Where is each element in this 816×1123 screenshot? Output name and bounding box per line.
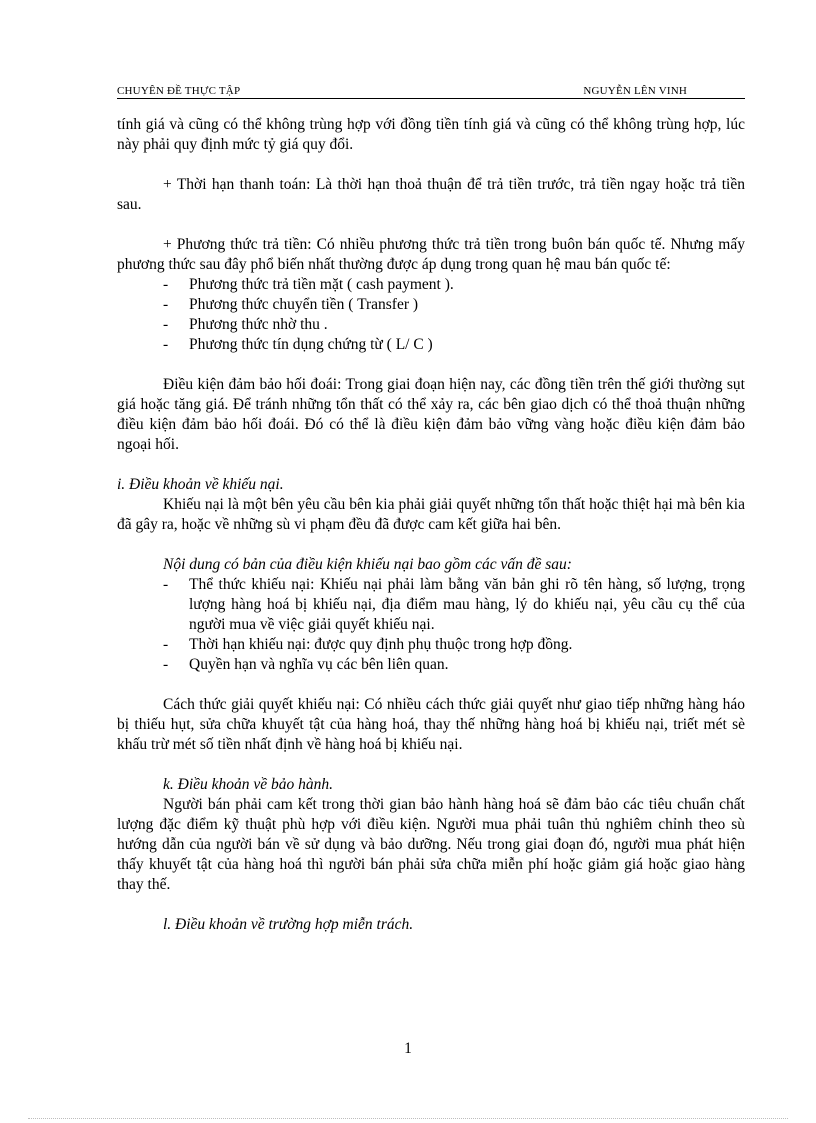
paragraph-1: tính giá và cũng có thể không trùng hợp với đồng tiền tính giá và cũng có thể không trùng hợp, lúc này phải quy định mức tỷ giá quy đổi. (117, 116, 745, 153)
list-item: - Phương thức trả tiền mặt ( cash payment ). (163, 276, 454, 293)
paragraph-payment-term: + Thời hạn thanh toán: Là thời hạn thoả thuận để trả tiền trước, trả tiền ngay hoặc trả tiền sau. (117, 176, 745, 213)
complaint-items-list (117, 575, 745, 675)
list-item: - Thời hạn khiếu nại: được quy định phụ thuộc trong hợp đồng. (163, 636, 573, 653)
paragraph-warranty: Người bán phải cam kết trong thời gian bảo hành hàng hoá sẽ đảm bảo các tiêu chuẩn chất lượng đặc điểm kỹ thuật phù hợp với điều kiện. Người mua phải tuân thủ nghiêm chỉnh theo sù hướng dẫn của người bán về sử dụng và bảo dưỡng. Nếu trong giai đoạn đó, người mua phát hiện thấy khuyết tật của hàng hoá thì người bán phải sửa chữa miễn phí hoặc giảm giá hoặc giao hàng thay thế. (117, 796, 745, 893)
header-right: NGUYỄN LÊN VINH (583, 85, 687, 97)
list-item: - Phương thức tín dụng chứng từ ( L/ C ) (163, 336, 433, 353)
list-item: - Phương thức nhờ thu . (163, 316, 328, 333)
payment-methods-list (117, 275, 745, 355)
page-number: 1 (404, 1040, 412, 1057)
header-left: CHUYÊN ĐỀ THỰC TẬP (117, 85, 241, 97)
section-heading-complaint: i. Điều khoản về khiếu nại. (117, 476, 284, 493)
subheading-complaint-content: Nội dung có bản của điều kiện khiếu nại bao gồm các vấn đề sau: (163, 556, 572, 573)
list-item: - Quyền hạn và nghĩa vụ các bên liên quan. (163, 656, 449, 673)
page-bottom-divider (28, 1118, 788, 1119)
page-header (117, 84, 745, 99)
section-heading-exemption: l. Điều khoản về trường hợp miễn trách. (163, 916, 414, 933)
paragraph-payment-method: + Phương thức trả tiền: Có nhiều phương thức trả tiền trong buôn bán quốc tế. Nhưng mấy phương thức sau đây phổ biến nhất thường được áp dụng trong quan hệ mau bán quốc tế: (117, 236, 745, 273)
document-page (117, 84, 745, 935)
paragraph-complaint: Khiếu nại là một bên yêu cầu bên kia phải giải quyết những tổn thất hoặc thiệt hại mà bên kia đã gây ra, hoặc về những sù vi phạm đều đã được cam kết giữa hai bên. (117, 496, 745, 533)
paragraph-complaint-resolution: Cách thức giải quyết khiếu nại: Có nhiều cách thức giải quyết như giao tiếp những hàng háo bị thiếu hụt, sửa chữa khuyết tật của hàng hoá, thay thế những hàng hoá bị khiếu nại, triết mét sè khấu trừ mét số tiền nhất định về hàng hoá bị khiếu nại. (117, 696, 745, 753)
list-item: - Phương thức chuyển tiền ( Transfer ) (163, 296, 419, 313)
list-item: - Thể thức khiếu nại: Khiếu nại phải làm bằng văn bản ghi rõ tên hàng, số lượng, trọng lượng hàng hoá bị khiếu nại, địa điểm mau hàng, lý do khiếu nại, yêu cầu cụ thể của người mua về việc giải quyết khiếu nại. (163, 576, 745, 633)
paragraph-exchange-guarantee: Điều kiện đảm bảo hối đoái: Trong giai đoạn hiện nay, các đồng tiền trên thế giới thường sụt giá hoặc tăng giá. Để tránh những tổn thất có thể xảy ra, các bên giao dịch có thể thoả thuận những điều kiện đảm bảo hối đoái. Đó có thể là điều kiện đảm bảo vững vàng hoặc điều kiện đảm bảo ngoại hối. (117, 376, 745, 453)
section-heading-warranty: k. Điều khoản về bảo hành. (163, 776, 334, 793)
